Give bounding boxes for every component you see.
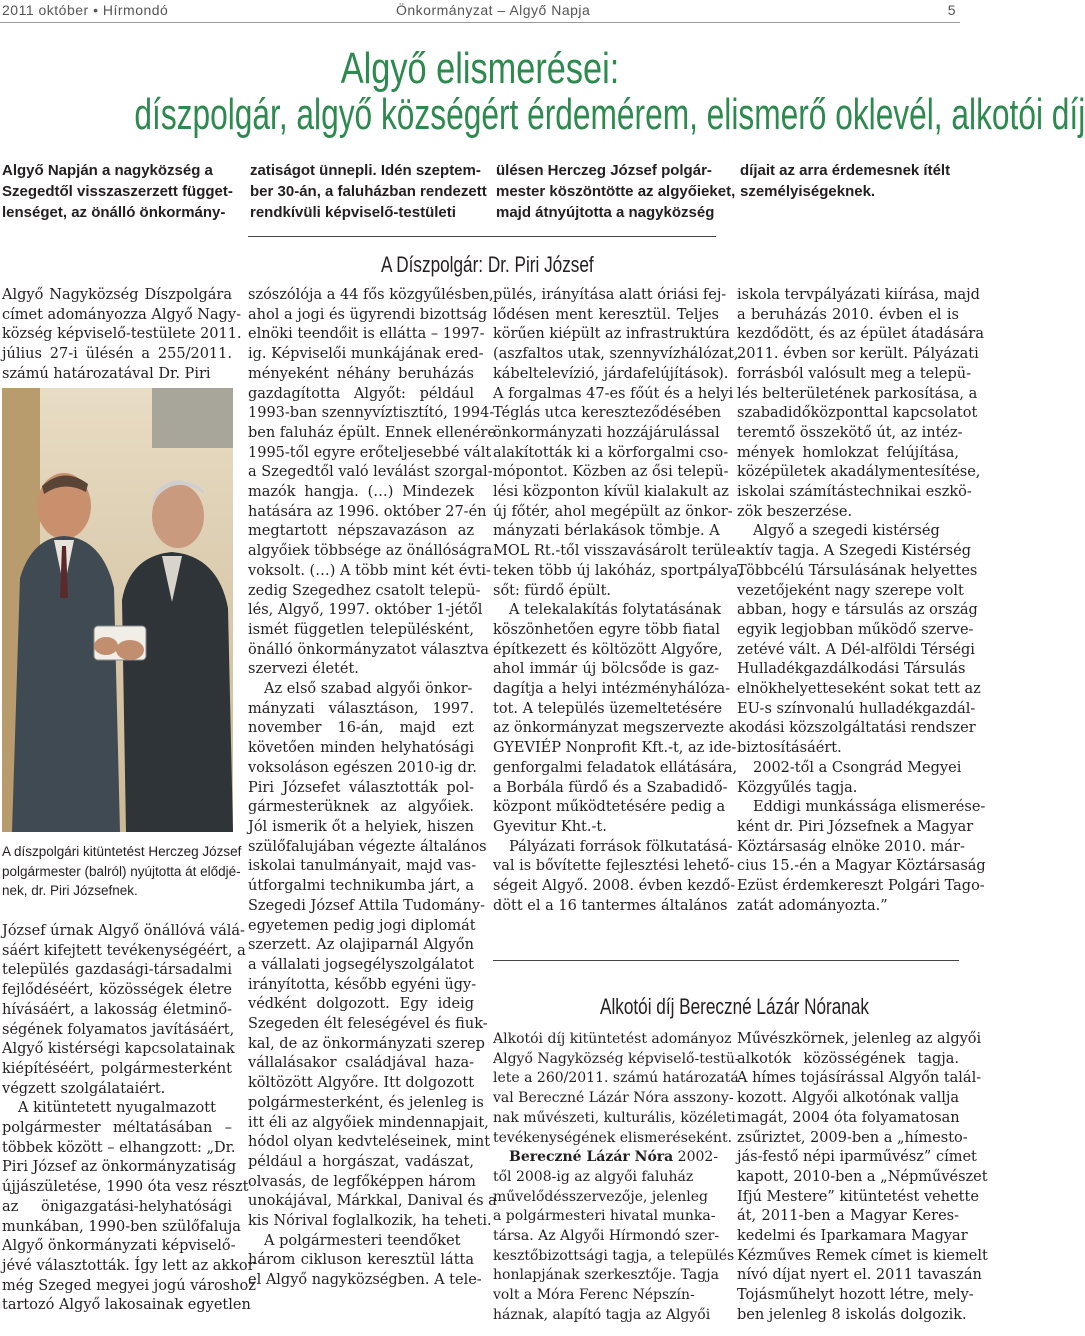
text-line: kodási közszolgáltatási rendszer [737,720,976,737]
text-line: Az első szabad algyői önkor- [264,681,473,698]
text-line: kozott. Algyői alkotónak vallja [737,1090,959,1107]
text-line: körűen kiépült az infrastruktúra [493,326,730,343]
text-line: ismét független településként, [248,621,474,638]
text-line: biztosításáért. [737,740,842,757]
text-line: cius 15.-én a Magyar Köztársaság [737,858,986,875]
text-line: gazdagította Algyőt: például [248,385,474,402]
text-line: önálló önkormányzatot választva [248,641,489,658]
page-number: 5 [947,2,956,18]
text-line: központ működtetésére pedig a [493,799,726,816]
text-line: kesztőbizottsági tagja, a település [493,1247,735,1264]
text-line: lés, Algyő, 1997. október 1-jétől [248,602,483,619]
text-line: mópontot. Közben az ősi telepü- [493,464,729,481]
text-line: EU-s színvonalú hulladékgazdál- [737,700,976,717]
lead-column-1 [2,160,233,223]
text-line: ig. Képviselői munkájának ered- [248,346,484,363]
text-line: még Szeged megyei jogú városhoz [2,1277,256,1294]
text-line: teremtő összekötő út, az intéz- [737,424,963,441]
text-line: 1993-ban szennyvíztisztító, 1994- [248,405,495,422]
text-line: iskolai tanulmányait, majd vas- [248,858,477,875]
text-line: Gyevitur Kht.-t. [493,818,607,835]
text-line: munkában, 1990-ben szülőfaluja [2,1218,241,1235]
text-line: lődésen ment keresztül. Teljes [493,306,719,323]
text-line: A kitüntetett nyugalmazott [18,1100,216,1117]
text-line: Jól ismerik őt a helyiek, hiszen [248,818,474,835]
text-line: Algyő önkormányzati képviselő- [2,1238,236,1255]
text-line: november 16-án, majd ezt [248,720,474,737]
text-line: nek, dr. Piri Józsefnek. [2,883,138,898]
section-title-alkotoi-dij: Alkotói díj Bereczné Lázár Nóranak [600,994,869,1019]
text-line: védként dolgozott. Egy ideig [248,996,474,1013]
text-line: címet adományozza Algyő Nagy- [2,306,241,323]
text-line: szülőfalujában végezte általános [248,838,487,855]
text-line: a polgármesteri hivatal munka- [493,1208,716,1225]
text-line: ber 30-án, a faluházban rendezett [250,183,487,200]
text-line: szabadidőközponttal kapcsolatot [737,405,978,422]
text-line: rendkívüli képviselő-testületi [250,204,456,221]
text-line: hódol olyan kedvteléseinek, mint [248,1134,491,1151]
text-line: vezetőjeként nagy szerepe volt [737,582,964,599]
text-line: Köztársaság elnöke 2010. már- [737,838,965,855]
section-divider [248,236,716,237]
text-line: olvasás, de legfőképpen három [248,1173,476,1190]
text-line: Pályázati források fölkutatásá- [509,838,733,855]
text-line: forrásból valósult meg a telepü- [737,365,971,382]
issue-label: 2011 október • Hírmondó [2,2,169,18]
text-line: elnökhelyetteseként sokat tett az [737,681,981,698]
text-line: nívó díjat nyert el. 2011 tavaszán [737,1267,982,1284]
text-line: építkezett és költözött Algyőre, [493,641,723,658]
text-line: az önkormányzat megszervezte a [493,720,738,737]
text-line: Művészkörnek, jelenleg az algyői [737,1031,982,1047]
text-line: val Bereczné Lázár Nóra asszony- [493,1090,734,1107]
text-line: kiépítéséért, polgármesterként [2,1060,232,1077]
text-line: Ifjú Mestere” kitüntetést vehette [737,1188,979,1205]
text-line: sőt: fürdő épült. [493,582,612,599]
section-label: Önkormányzat – Algyő Napja [396,2,591,18]
text-line: val is bővítette fejlesztési lehető- [493,858,735,875]
text-line: honlapjának szerkesztője. Tagja [493,1267,719,1284]
text-line: Algyő kistérségi kapcsolatainak [2,1041,235,1058]
text-line: Piri Józsefet választották pol- [248,779,474,796]
text-line: Kézműves Remek címet is kiemelt [737,1247,988,1264]
text-line: zedig Szegedhez csatolt telepü- [248,582,481,599]
text-line: az önigazgatási-helyhatósági [2,1198,232,1215]
article-column-4-top [737,286,986,917]
text-line: Téglás utca kereszteződésében [493,405,722,422]
text-line: költözött Algyőre. Itt dolgozott [248,1075,475,1092]
text-line: jás-festő népi iparművész” címet [737,1149,977,1166]
text-line: genforgalmi feladatok ellátására, [493,759,738,776]
text-line: mazók hangja. (…) Mindezek [248,484,474,501]
text-line: önkormányzati hozzájárulással [493,424,720,441]
text-line: ben jelenleg 8 iskolás dolgozik. [737,1306,967,1323]
text-line: Algyő a szegedi kistérség [753,523,940,540]
text-line: tot. A település üzemeltetésére [493,700,723,717]
text-line: 1995-től egyre erőteljesebbé vált [248,444,492,461]
text-line: kedelmi és Iparkamara Magyar [737,1228,968,1245]
text-line: kis Nórival foglalkozik, ha teheti. [248,1213,492,1230]
text-line: GYEVIÉP Nonprofit Kft.-t, az ide- [493,740,737,757]
text-line: köszönhetően egyre több fiatal [493,621,721,638]
text-line: a Szegedtől való leválást szorgal- [248,464,493,481]
text-line: tartozó Algyő lakosainak egyetlen [2,1297,251,1314]
article-column-3-bottom [493,1030,744,1326]
text-line: alakították ki a körforgalmi cso- [493,444,729,461]
text-line: szószólója a 44 fős közgyűlésben, [248,287,494,303]
text-line: A hímes tojásírással Algyőn talál- [737,1070,982,1087]
text-line: három cikluson keresztül látta [248,1252,474,1269]
text-line: polgármester (balról) nyújtotta át elődjé- [2,863,241,879]
text-line: Eddigi munkássága elismerése- [753,799,986,816]
text-line: József úrnak Algyő önállóvá válá- [2,923,245,939]
text-line: Alkotói díj kitüntetést adományoz [493,1031,732,1047]
article-column-1-top [2,286,242,385]
lead-column-4 [740,160,950,202]
text-line: majd átnyújtotta a nagyközség [496,204,715,221]
text-line: MOL Rt.-től visszavásárolt terüle- [493,543,741,560]
text-line: A telekalakítás folytatásának [509,602,722,619]
text-line: háznak, alapító tagja az Algyői [493,1306,711,1323]
text-line: egyik legjobban működő szerve- [737,621,974,638]
text-line: itt éli az algyőiek mindennapjait, [248,1114,489,1131]
text-line: újjászületése, 1990 óta vesz részt [2,1179,249,1196]
article-column-1-bottom [2,922,256,1316]
running-header [0,0,960,23]
text-line: A forgalmas 47-es főút és a helyi [493,385,734,402]
text-line: Tojásműhelyt hozott létre, mely- [737,1287,974,1304]
text-line: mányzati bérlakások tömbje. A [493,523,720,540]
text-line: kapott, 2010-ben a „Népművészet [737,1168,988,1185]
text-line: ahol immár új bölcsőde is gaz- [493,661,719,678]
text-line: jévé választották. Így lett az akkor [2,1257,255,1274]
text-line: Szegeden élt feleségével és fiuk- [248,1016,488,1033]
text-line: ként dr. Piri Józsefnek a Magyar [737,818,974,835]
text-line: el Algyő nagyközségben. A tele- [248,1272,482,1289]
text-line: kábeltelevízió, járdafelújítások). [493,365,729,382]
text-line: végzett szolgálataiért. [2,1080,166,1097]
text-line: ahol a jogi és ügyrendi bizottság [248,306,488,323]
text-line: ben faluház épült. Ennek ellenére [248,424,497,441]
text-line: algyőiek többsége az önállóságra [248,543,493,560]
text-line: új főtér, ahol megépült az önkor- [493,503,733,520]
text-line: Piri József az önkormányzatiság [2,1159,237,1176]
article-column-4-bottom [737,1030,988,1326]
text-line: alkotók közösségének tagja. [737,1050,959,1067]
text-line: Algyő Napján a nagyközség a [2,162,213,179]
text-line: dött el a 16 tantermes általános [493,897,728,914]
text-line: mények homlokzat felújítása, [737,444,959,461]
article-column-2 [248,286,497,1291]
lead-column-3 [496,160,735,223]
text-line: lés belterületének parkosítása, a [737,385,978,402]
text-line: ségeit Algyő. 2008. évben kezdő- [493,878,736,895]
text-line: követően minden helyhatósági [248,740,474,757]
text-line: vállalásakor családjával haza- [248,1055,474,1072]
text-line: egyetemen pedig jogi diplomát [248,917,476,934]
section-title-diszpolgar: A Díszpolgár: Dr. Piri József [381,252,594,277]
text-line: ségének folyamatos javításáért, [2,1021,235,1038]
text-line: elnöki teendőit is ellátta – 1997- [248,326,485,343]
text-line: zatiságot ünnepli. Idén szeptem- [250,162,481,179]
text-line: számú határozatával Dr. Piri [2,365,211,382]
text-line: település gazdasági-társadalmi [2,962,232,979]
text-line: a vállalati jogsegélyszolgálatot [248,956,474,973]
awardee-name: Bereczné Lázár Nóra [509,1149,674,1166]
text-line: unokájával, Márkkal, Danival és a [248,1193,497,1210]
text-line: 2002-től a Csongrád Megyei [753,759,962,776]
text-line: művelődésszervezője, jelenleg [493,1188,709,1205]
text-line: Algyő Nagyközség képviselő-testü- [493,1050,740,1067]
text-line: útforgalmi technikumba járt, a [248,878,474,895]
text-line: Közgyűlés tagja. [737,779,858,796]
text-line: zök beszerzése. [737,503,853,520]
text-line: hívásáért, a lakosság életminő- [2,1001,232,1018]
text-line: mester köszöntötte az algyőieket, [496,183,736,200]
text-line: voksoláson egészen 2010-ig dr. [248,759,477,776]
text-line: középületek akadálymentesítése, [737,464,981,481]
text-line: iskola tervpályázati kiírása, majd [737,287,980,303]
text-line: lete a 260/2011. számú határozatá- [493,1070,744,1087]
text-line: zetévé vált. A Dél-alföldi Térségi [737,641,975,658]
text-line: ményeként néhány beruházás [248,365,474,382]
text-line: Hulladékgazdálkodási Társulás [737,661,966,678]
text-line: mányzati választáson, 1997. [248,700,474,717]
text-line: személyiségeknek. [740,183,876,200]
text-line [493,1148,719,1168]
headline-line1: Algyő elismerései: [340,44,620,93]
text-line: többek között – elhangzott: „Dr. [2,1139,236,1156]
text-line: Algyő Nagyközség Díszpolgára [2,287,232,303]
text-line: Többcélú Társulásának helyettes [737,562,978,579]
text-line: magát, 2004 óta folyamatosan [737,1109,960,1126]
text-line: át, 2011-ben a Magyar Keres- [737,1208,959,1225]
text-line: tevékenységének elismeréseként. [493,1129,733,1146]
award-ceremony-photo [2,388,233,832]
text-line: (aszfaltos utak, szennyvízhálózat, [493,346,739,363]
text-line: től 2008-ig az algyői faluház [493,1168,694,1185]
text-line: fejlődéséért, közösségek életre [2,982,232,999]
text-line: lenséget, az önálló önkormány- [2,204,226,221]
text-line: Szegedi József Attila Tudomány- [248,897,485,914]
text-line: Ezüst érdemkereszt Polgári Tago- [737,878,985,895]
text-line: Szegedtől visszaszerzett függet- [2,183,233,200]
text-line: zsűriztet, 2009-ben a „hímesto- [737,1129,968,1146]
text-fragment: 2002- [673,1149,719,1166]
text-line: díjait az arra érdemesnek ítélt [740,162,951,179]
text-line: kal, de az önkormányzati szerep [248,1035,485,1052]
text-line: 2011. évben sor került. Pályázati [737,346,979,363]
headline-line2: díszpolgár, algyő községért érdemérem, elismerő oklevél, alkotói díj [134,90,1085,139]
text-line: dagítja a helyi intézményhálózа- [493,681,731,698]
text-line: iskolai számítástechnikai eszkö- [737,484,972,501]
text-line: nak művészeti, kulturális, közéleti [493,1109,736,1126]
text-line: például a horgászat, vadászat, [248,1153,474,1170]
photo-caption [2,842,241,901]
text-line: A polgármesteri teendőket [264,1232,461,1249]
text-line: július 27-i ülésén a 255/2011. [2,346,232,363]
text-line: kezdődött, és az épület átadására [737,326,984,343]
text-line: megtartott népszavazáson az [248,523,474,540]
text-line: gármesterüknek az algyőiek. [248,799,474,816]
text-line: szerzett. Az olajiparnál Algyőn [248,937,474,954]
text-line: hatására az 1996. október 27-én [248,503,487,520]
text-line: ülésen Herczeg József polgár- [496,162,712,179]
text-line: polgármester méltatásában – [2,1120,232,1137]
text-line: volt a Móra Ferenc Népszín- [493,1287,695,1304]
text-line: A díszpolgári kitüntetést Herczeg József [2,844,242,859]
text-line: teken több új lakóház, sportpálya, [493,562,743,579]
text-line: társa. Az Algyői Hírmondó szer- [493,1228,720,1245]
text-line: a beruházás 2010. évben el is [737,306,959,323]
text-line: a Borbála fürdő és a Szabadidő- [493,779,728,796]
text-line: lési központon kívül kialakult az [493,484,729,501]
text-line: aktív tagja. A Szegedi Kistérség [737,543,971,560]
article-column-3-top [493,286,743,917]
text-line: szervezi életét. [248,661,359,678]
text-line: abban, hogy e társulás az ország [737,602,978,619]
text-line: polgármesterként, és jelenleg is [248,1094,484,1111]
text-line: sáért kifejtett tevékenységéért, a [2,942,246,959]
text-line: zatát adományozta.” [737,897,888,914]
text-line: pülés, irányítása alatt óriási fej- [493,287,727,303]
text-line: irányította, később egyéni ügy- [248,976,477,993]
text-line: község képviselő-testülete 2011. [2,326,242,343]
lead-column-2 [250,160,487,223]
text-line: voksolt. (…) A több mint két évti- [248,562,491,579]
section-divider-2 [493,960,959,961]
